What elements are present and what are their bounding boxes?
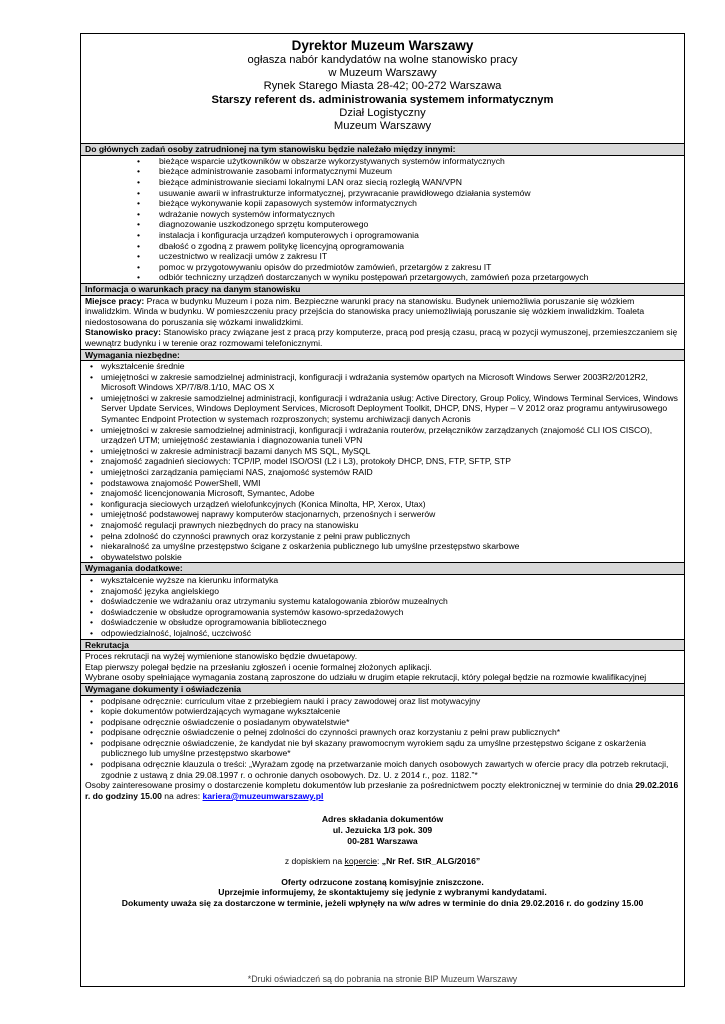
closing-text: Osoby zainteresowane prosimy o dostarczenie kompletu dokumentów lub przesłanie za pośrednictwem poczty elektronicznej w terminie do dnia	[85, 780, 636, 791]
requirement-item: • obywatelstwo polskie	[81, 552, 684, 563]
requirement-item: • konfiguracja sieciowych urządzeń wielofunkcyjnych (Konica Minolta, HP, Xerox, Utax)	[81, 499, 684, 510]
requirement-item: • umiejętności w zakresie samodzielnej administracji, konfiguracji i wdrażania usług: Active Directory, Group Policy, Windows Terminal Services, Windows Server Update Services, Windows Deployment Services, Microsoft Deployment Toolkit, DHCP, DNS, Hyper – V 2012 oraz programu antywirusowego Symantec Endpoint Protection w systemach rozproszonych; systemu archiwizacji danych Acronis	[81, 393, 684, 425]
duty-item: • odbiór techniczny urządzeń dostarczanych w wyniku postępowań przetargowych, zamówień poza przetargowych	[81, 272, 684, 283]
duty-item: • usuwanie awarii w infrastrukturze informatycznej, przywracanie prawidłowego działania systemów	[81, 188, 684, 199]
duty-item: • bieżące wsparcie użytkowników w obszarze wykorzystywanych systemów informatycznych	[81, 156, 684, 167]
final-line-3: Dokumenty uważa się za dostarczone w terminie, jeżeli wpłynęły na w/w adres w terminie do dnia 29.02.2016 r. do godziny 15.00	[121, 898, 644, 908]
workplace-paragraph	[81, 296, 684, 328]
final-line-2: Uprzejmie informujemy, że skontaktujemy się jedynie z wybranymi kandydatami.	[218, 887, 547, 898]
envelope-note-pre: z dopiskiem na	[284, 856, 345, 867]
documents-list	[81, 696, 684, 781]
email-link[interactable]: kariera@muzeumwarszawy.pl	[202, 790, 324, 801]
workplace-label: Miejsce pracy:	[85, 295, 145, 306]
required-heading: Wymagania niezbędne:	[81, 349, 684, 362]
envelope-note-post: :	[377, 856, 382, 867]
document-item: • podpisane odręcznie: curriculum vitae z przebiegiem nauki i pracy zawodowej oraz list motywacyjny	[81, 696, 684, 707]
closing-mid: na adres:	[161, 790, 203, 801]
requirement-item: • znajomość regulacji prawnych niezbędnych do pracy na stanowisku	[81, 520, 684, 531]
envelope-link[interactable]: kopercie	[344, 856, 378, 867]
announcement-header	[81, 34, 684, 143]
requirement-item: • umiejętności w zakresie samodzielnej administracji, konfiguracji i wdrażania routerów, przełączników zarządzanych (znajomość CLI IOS CISCO), urządzeń UTM; umiejętność zestawiania i diagnozowania tuneli VPN	[81, 425, 684, 446]
address-street: ul. Jezuicka 1/3 pok. 309	[332, 825, 433, 836]
document-item: • kopie dokumentów potwierdzających wymagane wykształcenie	[81, 706, 684, 717]
required-list	[81, 361, 684, 562]
requirement-item: • umiejętności zarządzania pamięciami NAS, znajomość systemów RAID	[81, 467, 684, 478]
announcement-body	[81, 143, 684, 908]
final-line-1: Oferty odrzucone zostaną komisyjnie zniszczone.	[281, 876, 484, 887]
duty-item: • bieżące administrowanie sieciami lokalnymi LAN oraz siecią rozległą WAN/VPN	[81, 177, 684, 188]
document-item: • podpisane odręcznie oświadczenie, że kandydat nie był skazany prawomocnym wyrokiem sądu za umyślne przestępstwo ścigane z oskarżenia publicznego lub umyślne przestępstwo skarbowe*	[81, 738, 684, 759]
duty-item: • uczestnictwo w realizacji umów z zakresu IT	[81, 251, 684, 262]
announcement-frame	[80, 33, 685, 987]
envelope-note	[81, 856, 684, 867]
extra-requirement-item: • wykształcenie wyższe na kierunku informatyka	[81, 575, 684, 586]
duty-item: • diagnozowanie uszkodzonego sprzętu komputerowego	[81, 219, 684, 230]
requirement-item: • umiejętności w zakresie administracji bazami danych MS SQL, MySQL	[81, 446, 684, 457]
requirement-item: • wykształcenie średnie	[81, 361, 684, 372]
requirement-item: • znajomość zagadnień sieciowych: TCP/IP, model ISO/OSI (L2 i L3), protokoły DHCP, DNS, FTP, SFTP, STP	[81, 456, 684, 467]
requirement-item: • podstawowa znajomość PowerShell, WMI	[81, 478, 684, 489]
conditions-heading: Informacja o warunkach pracy na danym stanowisku	[81, 283, 684, 296]
recruitment-p2: Etap pierwszy polegał będzie na przesłaniu zgłoszeń i ocenie formalnej złożonych aplikacji.	[85, 661, 432, 672]
document-item: • podpisana odręcznie klauzula o treści: „Wyrażam zgodę na przetwarzanie moich danych osobowych zawartych w ofercie pracy dla potrzeb rekrutacji, zgodnie z ustawą z dnia 29.08.1997 r. o ochronie danych osobowych. Dz. U. z 2014 r., poz. 1182.”*	[81, 759, 684, 780]
documents-closing	[81, 780, 684, 801]
duty-item: • instalacja i konfiguracja urządzeń komputerowych i oprogramowania	[81, 230, 684, 241]
announcement-title: Dyrektor Muzeum Warszawy	[291, 38, 474, 53]
recruitment-heading: Rekrutacja	[81, 639, 684, 652]
requirement-item: • niekaralność za umyślne przestępstwo ścigane z oskarżenia publicznego lub umyślne przestępstwo skarbowe	[81, 541, 684, 552]
duty-item: • bieżące wykonywanie kopii zapasowych systemów informatycznych	[81, 198, 684, 209]
duties-heading: Do głównych zadań osoby zatrudnionej na tym stanowisku będzie należało między innymi:	[81, 143, 684, 156]
requirement-item: • umiejętności w zakresie samodzielnej administracji, konfiguracji i wdrażania systemów opartych na Microsoft Windows Serwer 2003R2/2012R2, Microsoft Windows XP/7/8/8.1/10, MAC OS X	[81, 372, 684, 393]
footnote-text: *Druki oświadczeń są do pobrania na	[247, 974, 396, 984]
document-item: • podpisane odręcznie oświadczenie o pełnej zdolności do czynności prawnych oraz korzystaniu z pełni praw publicznych*	[81, 727, 684, 738]
requirement-item: • pełna zdolność do czynności prawnych oraz korzystanie z pełni praw publicznych	[81, 531, 684, 542]
extra-requirement-item: • doświadczenie w obsłudze oprogramowania systemów kasowo-sprzedażowych	[81, 607, 684, 618]
documents-heading: Wymagane dokumenty i oświadczenia	[81, 683, 684, 696]
address-block	[81, 814, 684, 908]
requirement-item: • znajomość licencjonowania Microsoft, Symantec, Adobe	[81, 488, 684, 499]
duty-item: • bieżące administrowanie zasobami informatycznymi Muzeum	[81, 166, 684, 177]
position-paragraph	[81, 327, 684, 348]
closing-deadline: 29.02.2016 r. do godziny 15.00	[85, 780, 679, 801]
header-address: Rynek Starego Miasta 28-42; 00-272 Warszawa	[263, 80, 502, 93]
requirement-item: • umiejętność podstawowej naprawy komputerów stacjonarnych, przenośnych i serwerów	[81, 509, 684, 520]
address-heading: Adres składania dokumentów	[321, 814, 444, 825]
workplace-text: Praca w budynku Muzeum i poza nim. Bezpieczne warunki pracy na stanowisku. Budynek uniemożliwia poruszanie się wózkiem inwalidzkim. Winda w budynku. W pomieszczeniu pracy przejścia do stanowiska pracy uniemożliwiają poruszanie się wózkiem inwalidzkim. Toaleta niedostosowana do poruszania się wózkami inwalidzkimi.	[85, 295, 645, 327]
position-title: Starszy referent ds. administrowania systemem informatycznym	[211, 93, 554, 106]
footnote	[81, 974, 684, 984]
extra-list	[81, 575, 684, 639]
address-city: 00-281 Warszawa	[347, 835, 418, 846]
extra-requirement-item: • odpowiedzialność, lojalność, uczciwość	[81, 628, 684, 639]
extra-heading: Wymagania dodatkowe:	[81, 562, 684, 575]
header-line-1: ogłasza nabór kandydatów na wolne stanowisko pracy	[247, 54, 518, 66]
recruitment-p1: Proces rekrutacji na wyżej wymienione stanowisko będzie dwuetapowy.	[85, 651, 358, 662]
department: Dział Logistyczny	[339, 106, 426, 119]
organization: Muzeum Warszawy	[333, 120, 432, 133]
recruitment-p3: Wybrane osoby spełniające wymagania zostaną zaproszone do udziału w drugim etapie rekrutacji, który polegał będzie na rozmowie kwalifikacyjnej	[85, 672, 647, 683]
document-item: • podpisane odręcznie oświadczenie o posiadanym obywatelstwie*	[81, 717, 684, 728]
extra-requirement-item: • doświadczenie we wdrażaniu oraz utrzymaniu systemu katalogowania zbiorów muzealnych	[81, 596, 684, 607]
position-label: Stanowisko pracy:	[85, 327, 161, 338]
extra-requirement-item: • doświadczenie w obsłudze oprogramowania bibliotecznego	[81, 617, 684, 628]
duty-item: • wdrażanie nowych systemów informatycznych	[81, 209, 684, 220]
reference-number: „Nr Ref. StR_ALG/2016”	[381, 856, 481, 867]
header-line-2: w Muzeum Warszawy	[328, 67, 437, 80]
duty-item: • pomoc w przygotowywaniu opisów do przedmiotów zamówień, przetargów z zakresu IT	[81, 262, 684, 273]
duty-item: • dbałość o zgodną z prawem politykę licencyjną oprogramowania	[81, 241, 684, 252]
position-text: Stanowisko pracy związane jest z pracą przy komputerze, pracą pod presją czasu, pracą w pozycji wymuszonej, przemieszczaniem się wewnątrz budynku i w terenie oraz rozmowami telefonicznymi.	[85, 327, 678, 348]
extra-requirement-item: • znajomość języka angielskiego	[81, 586, 684, 597]
bip-link[interactable]: stronie BIP Muzeum Warszawy	[395, 974, 518, 984]
duties-list	[81, 156, 684, 283]
